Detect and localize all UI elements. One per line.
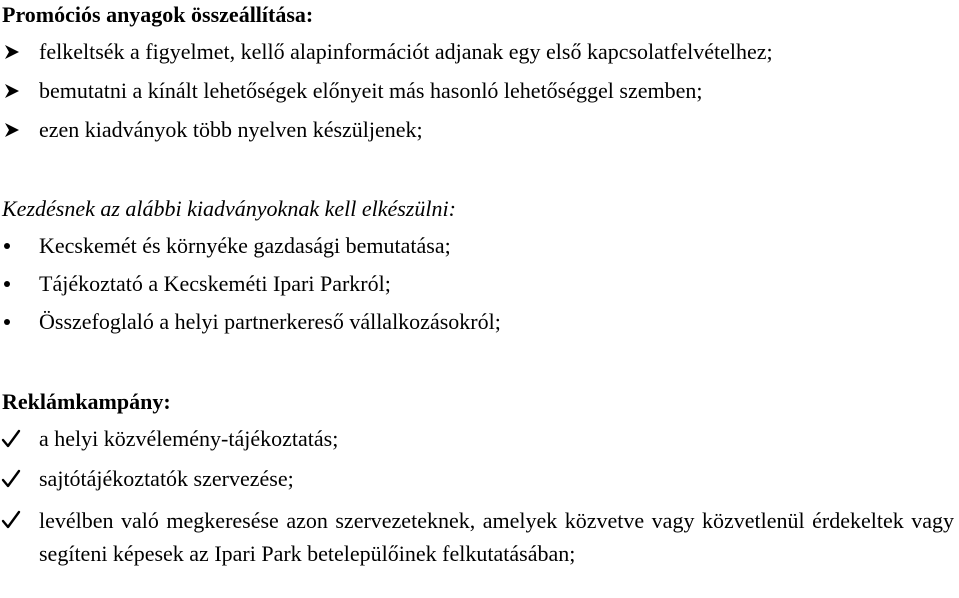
bullet-icon: [0, 233, 30, 259]
list-item-text: felkeltsék a figyelmet, kellő alapinformációt adjanak egy első kapcsolatfelvételhez;: [39, 39, 773, 64]
checkmark-icon: [0, 507, 30, 533]
list-item-text: a helyi közvélemény-tájékoztatás;: [39, 426, 339, 451]
list-item-text: Tájékoztató a Kecskeméti Ipari Parkról;: [39, 271, 391, 296]
checkmark-icon: [0, 426, 30, 452]
arrowhead-icon: [0, 78, 30, 104]
arrowhead-icon: [0, 39, 30, 65]
bullet-icon: [0, 271, 30, 297]
checkmark-icon: [0, 466, 30, 492]
list-item-text: bemutatni a kínált lehetőségek előnyeit más hasonló lehetőséggel szemben;: [39, 78, 703, 103]
start-heading: Kezdésnek az alábbi kiadványoknak kell elkészülni:: [2, 196, 456, 221]
arrowhead-icon: [0, 117, 30, 143]
list-item-text: Kecskemét és környéke gazdasági bemutatása;: [39, 233, 451, 258]
list-item-text: Összefoglaló a helyi partnerkereső vállalkozásokról;: [39, 309, 501, 334]
campaign-heading: Reklámkampány:: [2, 389, 171, 414]
list-item-text: ezen kiadványok több nyelven készüljenek;: [39, 117, 423, 142]
bullet-icon: [0, 309, 30, 335]
list-item-text: sajtótájékoztatók szervezése;: [39, 466, 294, 491]
list-item-text: levélben való megkeresése azon szervezeteknek, amelyek közvetve vagy közvetlenül érdekeltek vagy segíteni képesek az Ipari Park betelepülőinek felkutatásában;: [39, 508, 954, 566]
promo-heading: Promóciós anyagok összeállítása:: [2, 2, 314, 27]
